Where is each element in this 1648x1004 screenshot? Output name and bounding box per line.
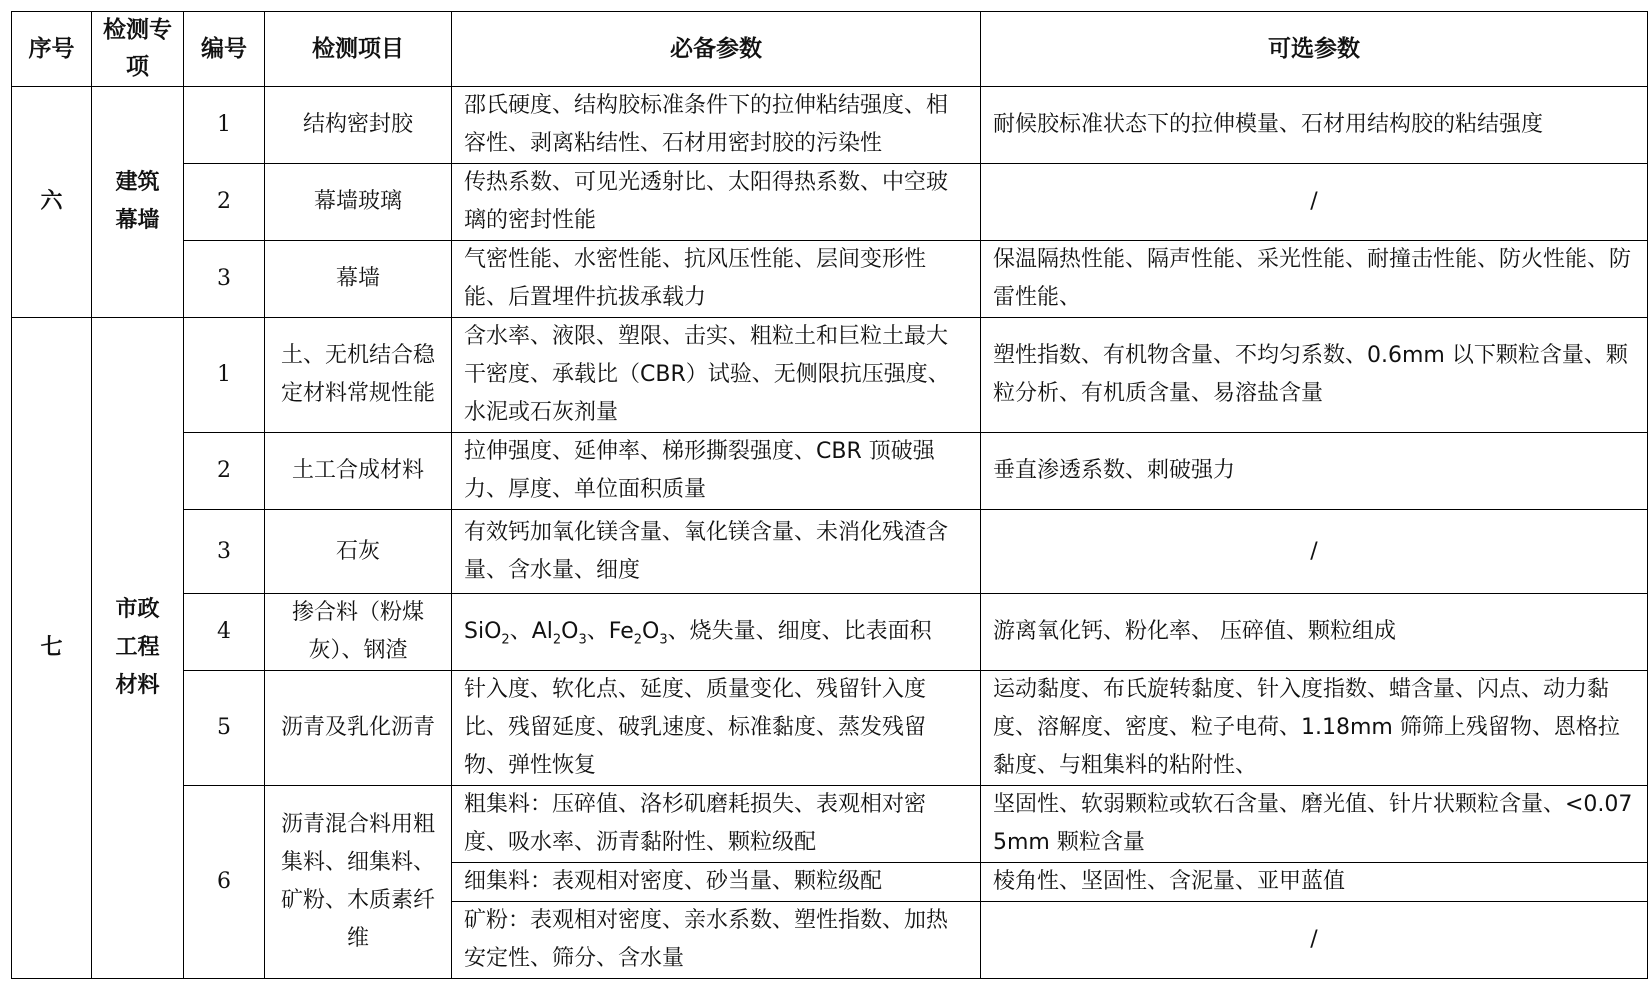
row-required: 针入度、软化点、延度、质量变化、残留针入度比、残留延度、破乳速度、标准黏度、蒸发残留物、弹性恢复	[452, 671, 981, 786]
formula-subscript: 3	[659, 632, 668, 648]
table-row	[12, 87, 1648, 164]
table-row	[12, 164, 1648, 241]
header-required: 必备参数	[452, 12, 981, 87]
row-optional: 坚固性、软弱颗粒或软石含量、磨光值、针片状颗粒含量、<0.075mm 颗粒含量	[981, 786, 1648, 863]
row-number: 2	[184, 433, 265, 510]
row-number: 1	[184, 318, 265, 433]
formula-al: 、Al	[509, 619, 553, 644]
row-optional: 垂直渗透系数、刺破强力	[981, 433, 1648, 510]
row-number: 4	[184, 594, 265, 671]
row-number: 2	[184, 164, 265, 241]
required-rest: 、烧失量、细度、比表面积	[667, 619, 932, 644]
table-row	[12, 510, 1648, 594]
row-optional: 游离氧化钙、粉化率、 压碎值、颗粒组成	[981, 594, 1648, 671]
table-row	[12, 241, 1648, 318]
row-optional: 塑性指数、有机物含量、不均匀系数、0.6mm 以下颗粒含量、颗粒分析、有机质含量、易溶盐含量	[981, 318, 1648, 433]
row-required: 传热系数、可见光透射比、太阳得热系数、中空玻璃的密封性能	[452, 164, 981, 241]
formula-o: O	[642, 619, 660, 644]
formula-subscript: 2	[633, 632, 643, 648]
formula-sio: SiO	[464, 619, 502, 644]
row-number: 6	[184, 786, 265, 979]
header-item: 检测项目	[265, 12, 452, 87]
row-optional: 耐候胶标准状态下的拉伸模量、石材用结构胶的粘结强度	[981, 87, 1648, 164]
row-optional: 运动黏度、布氏旋转黏度、针入度指数、蜡含量、闪点、动力黏度、溶解度、密度、粒子电荷、1.18mm 筛筛上残留物、恩格拉黏度、与粗集料的粘附性、	[981, 671, 1648, 786]
header-code: 编号	[184, 12, 265, 87]
row-required: 粗集料：压碎值、洛杉矶磨耗损失、表观相对密度、吸水率、沥青黏附性、颗粒级配	[452, 786, 981, 863]
header-seq: 序号	[12, 12, 92, 87]
row-required: 拉伸强度、延伸率、梯形撕裂强度、CBR 顶破强力、厚度、单位面积质量	[452, 433, 981, 510]
row-optional: /	[981, 510, 1648, 594]
row-required: 邵氏硬度、结构胶标准条件下的拉伸粘结强度、相容性、剥离粘结性、石材用密封胶的污染性	[452, 87, 981, 164]
row-number: 3	[184, 241, 265, 318]
row-required	[452, 594, 981, 671]
row-item: 掺合料（粉煤灰）、钢渣	[265, 594, 452, 671]
row-required: 矿粉：表观相对密度、亲水系数、塑性指数、加热安定性、筛分、含水量	[452, 902, 981, 979]
row-item: 土、无机结合稳定材料常规性能	[265, 318, 452, 433]
row-number: 3	[184, 510, 265, 594]
formula-subscript: 2	[552, 632, 562, 648]
row-optional: 棱角性、坚固性、含泥量、亚甲蓝值	[981, 863, 1648, 902]
row-required: 有效钙加氧化镁含量、氧化镁含量、未消化残渣含量、含水量、细度	[452, 510, 981, 594]
header-row	[12, 12, 1648, 87]
row-item: 幕墙	[265, 241, 452, 318]
formula-fe: 、Fe	[586, 619, 634, 644]
row-item: 幕墙玻璃	[265, 164, 452, 241]
group-seq: 六	[12, 87, 92, 318]
row-item: 石灰	[265, 510, 452, 594]
table-row	[12, 671, 1648, 786]
group-special: 建筑幕墙	[92, 87, 184, 318]
group-special: 市政工程材料	[92, 318, 184, 979]
formula-subscript: 3	[578, 632, 587, 648]
row-item: 土工合成材料	[265, 433, 452, 510]
row-optional: /	[981, 902, 1648, 979]
table-row	[12, 318, 1648, 433]
header-optional: 可选参数	[981, 12, 1648, 87]
row-item: 沥青及乳化沥青	[265, 671, 452, 786]
group-seq: 七	[12, 318, 92, 979]
formula-o: O	[561, 619, 579, 644]
row-item: 沥青混合料用粗集料、细集料、矿粉、木质素纤维	[265, 786, 452, 979]
table-row	[12, 594, 1648, 671]
row-required: 气密性能、水密性能、抗风压性能、层间变形性能、后置埋件抗拔承载力	[452, 241, 981, 318]
row-number: 5	[184, 671, 265, 786]
parameter-table-sheet	[11, 11, 1647, 991]
table-row	[12, 433, 1648, 510]
table-row	[12, 786, 1648, 863]
header-special: 检测专项	[92, 12, 184, 87]
formula-subscript: 2	[501, 632, 510, 648]
row-required: 含水率、液限、塑限、击实、粗粒土和巨粒土最大干密度、承载比（CBR）试验、无侧限抗压强度、水泥或石灰剂量	[452, 318, 981, 433]
row-number: 1	[184, 87, 265, 164]
row-optional: 保温隔热性能、隔声性能、采光性能、耐撞击性能、防火性能、防雷性能、	[981, 241, 1648, 318]
row-optional: /	[981, 164, 1648, 241]
test-parameter-table	[11, 11, 1648, 979]
row-required: 细集料：表观相对密度、砂当量、颗粒级配	[452, 863, 981, 902]
row-item: 结构密封胶	[265, 87, 452, 164]
